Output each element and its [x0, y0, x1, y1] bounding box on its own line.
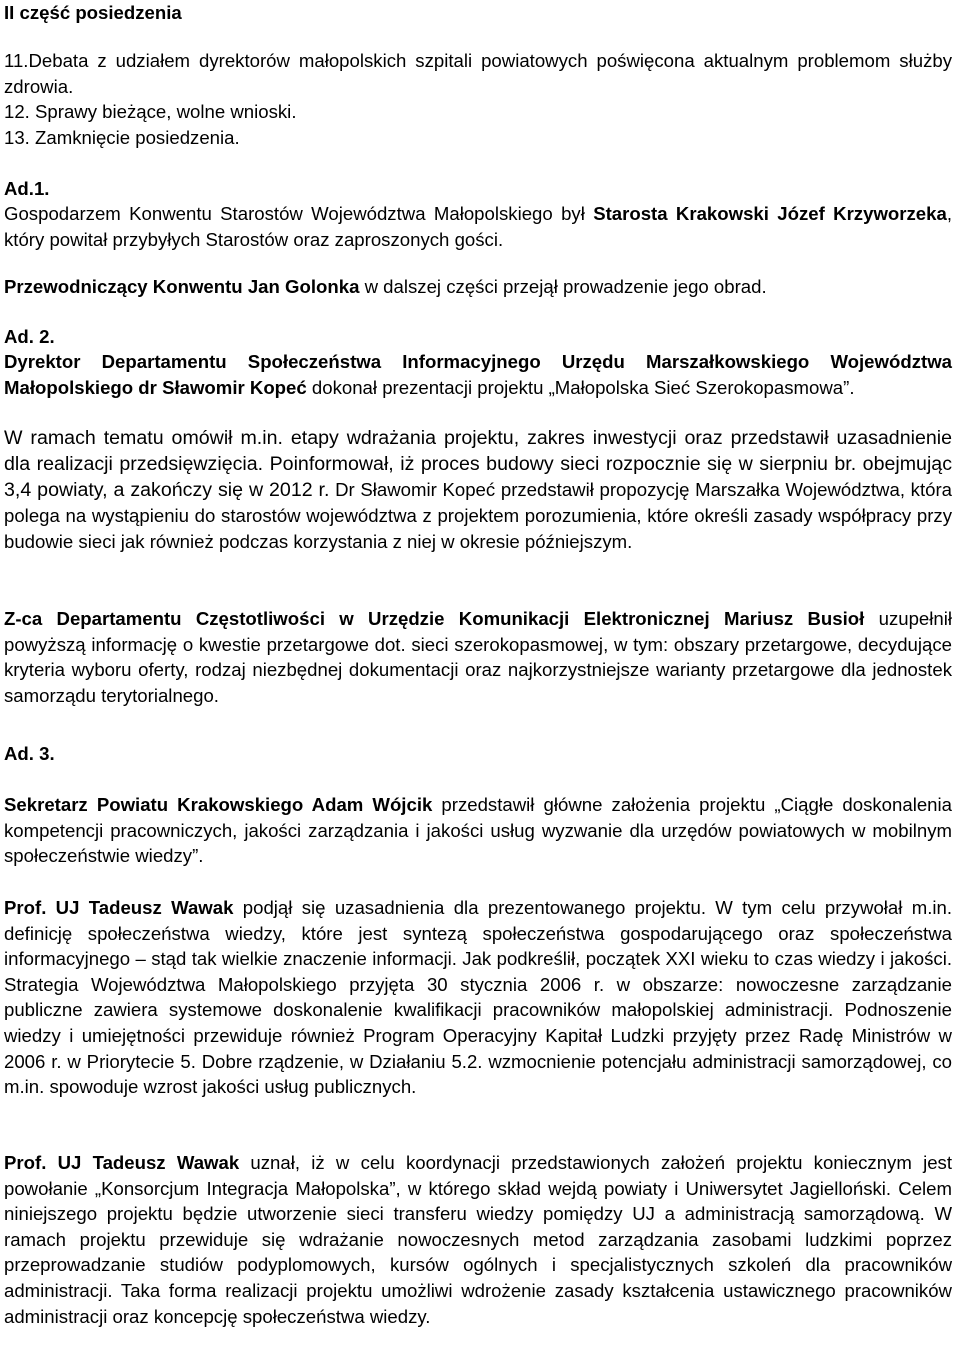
- ad3-p1-speaker: Sekretarz Powiatu Krakowskiego Adam Wójcik: [4, 794, 433, 815]
- section-title: II część posiedzenia: [4, 2, 182, 23]
- ad2-paragraph-2: [4, 425, 952, 555]
- ad1-heading: Ad.1.: [4, 178, 50, 199]
- ad3-p3-speaker: Prof. UJ Tadeusz Wawak: [4, 1152, 240, 1173]
- ad1-p1-text: Gospodarzem Konwentu Starostów Województwa Małopolskiego był: [4, 203, 594, 224]
- ad3-p3-text: uznał, iż w celu koordynacji przedstawionych założeń projektu koniecznym jest powołanie „Konsorcjum Integracja Małopolska”, w którego skład wejdą powiaty i Uniwersytet Jagielloński. Celem niniejszego projektu będzie utworzenie sieci transferu wiedzy pomiędzy UJ a administracją samorządową. W ramach projektu przewiduje się wdrażanie nowoczesnych metod zarządzania zasobami ludzkimi poprzez przeprowadzanie studiów podyplomowych, kursów ogólnych i specjalistycznych szkoleń dla pracowników administracji. Taka forma realizacji projektu umożliwi wdrożenie zasady kształcenia ustawicznego pracowników administracji oraz koncepcję społeczeństwa wiedzy.: [4, 1152, 952, 1327]
- ad2-heading: Ad. 2.: [4, 326, 55, 347]
- agenda-item-12: 12. Sprawy bieżące, wolne wnioski.: [4, 101, 297, 122]
- ad1-p2-text: w dalszej części przejął prowadzenie jego obrad.: [359, 276, 767, 297]
- ad2-p1-speaker: Dyrektor Departamentu Społeczeństwa Informacyjnego Urzędu Marszałkowskiego Województwa Małopolskiego dr Sławomir Kopeć: [4, 351, 952, 398]
- ad2-p3-speaker: Z-ca Departamentu Częstotliwości w Urzędzie Komunikacji Elektronicznej Mariusz Busioł: [4, 608, 865, 629]
- agenda-item-11: 11.Debata z udziałem dyrektorów małopolskich szpitali powiatowych poświęcona aktualnym problemom służby zdrowia.: [4, 50, 952, 97]
- ad3-p2-speaker: Prof. UJ Tadeusz Wawak: [4, 897, 234, 918]
- ad3-paragraph-2: [4, 895, 952, 1100]
- ad2-p2-text-a: W ramach tematu omówił m.in. etapy wdrażania projektu, zakres inwestycji oraz przedstawił uzasadnienie dla realizacji przedsięwzięcia.: [4, 427, 952, 475]
- ad3-paragraph-3: [4, 1150, 952, 1329]
- ad2-paragraph-3: [4, 606, 952, 708]
- ad1-paragraph-1: [4, 201, 952, 252]
- ad3-p1-text: przedstawił główne założenia projektu „Ciągłe doskonalenia kompetencji pracowniczych, jakości zarządzania i jakości usług wyzwanie dla urzędów powiatowych w mobilnym społeczeństwie wiedzy”.: [4, 794, 952, 867]
- ad3-p2-text: podjął się uzasadnienia dla prezentowanego projektu. W tym celu przywołał m.in. definicję społeczeństwa wiedzy, które jest syntezą społeczeństwa gospodarującego oraz społeczeństwa informacyjnego – stąd tak wielkie znaczenie informacji. Jak podkreślił, początek XXI wieku to czas wiedzy i jakości. Strategia Województwa Małopolskiego przyjęta 30 stycznia 2006 r. w obszarze: nowoczesne zarządzanie publiczne zawiera systemowe doskonalenie kwalifikacji pracowników małopolskiej administracji. Podnoszenie wiedzy i umiejętności przewiduje również Program Operacyjny Kapitał Ludzki przyjęty przez Radę Ministrów w 2006 r. w Priorytecie 5. Dobre rządzenie, w Działaniu 5.2. wzmocnienie potencjału administracji samorządowej, co m.in. spowoduje wzrost jakości usług publicznych.: [4, 897, 952, 1098]
- ad3-heading: Ad. 3.: [4, 743, 55, 764]
- ad2-p3-text: uzupełnił powyższą informację o kwestie przetargowe dot. sieci szerokopasmowej, w tym: obszary przetargowe, decydujące kryteria wyboru oferty, rodzaj niezbędnej dokumentacji oraz najkorzystniejsze warianty przetargowe dla jednostek samorządu terytorialnego.: [4, 608, 952, 706]
- ad2-p2-text-b: Poinformował, iż proces budowy sieci rozpocznie się w sierpniu br. obejmując 3,4 powiaty, a zakończy się w 2012 r.: [4, 453, 952, 501]
- ad1-p1-speaker: Starosta Krakowski Józef Krzyworzeka: [593, 203, 947, 224]
- ad2-p1-text: dokonał prezentacji projektu „Małopolska Sieć Szerokopasmowa”.: [306, 376, 855, 398]
- agenda-item-13: 13. Zamknięcie posiedzenia.: [4, 127, 240, 148]
- ad2-paragraph-1: [4, 349, 952, 400]
- ad3-paragraph-1: [4, 792, 952, 869]
- ad1-p2-speaker: Przewodniczący Konwentu Jan Golonka: [4, 276, 360, 297]
- ad1-p1-text-end: , który powitał przybyłych Starostów oraz zaproszonych gości.: [4, 203, 952, 250]
- ad2-p2-text-c: Dr Sławomir Kopeć przedstawił propozycję Marszałka Województwa, która polega na wystąpieniu do starostów województwa z projektem porozumienia, które określi zasady współpracy przy budowie sieci jak również podczas korzystania z niej w okresie późniejszym.: [4, 479, 952, 552]
- ad1-paragraph-2: [4, 274, 952, 300]
